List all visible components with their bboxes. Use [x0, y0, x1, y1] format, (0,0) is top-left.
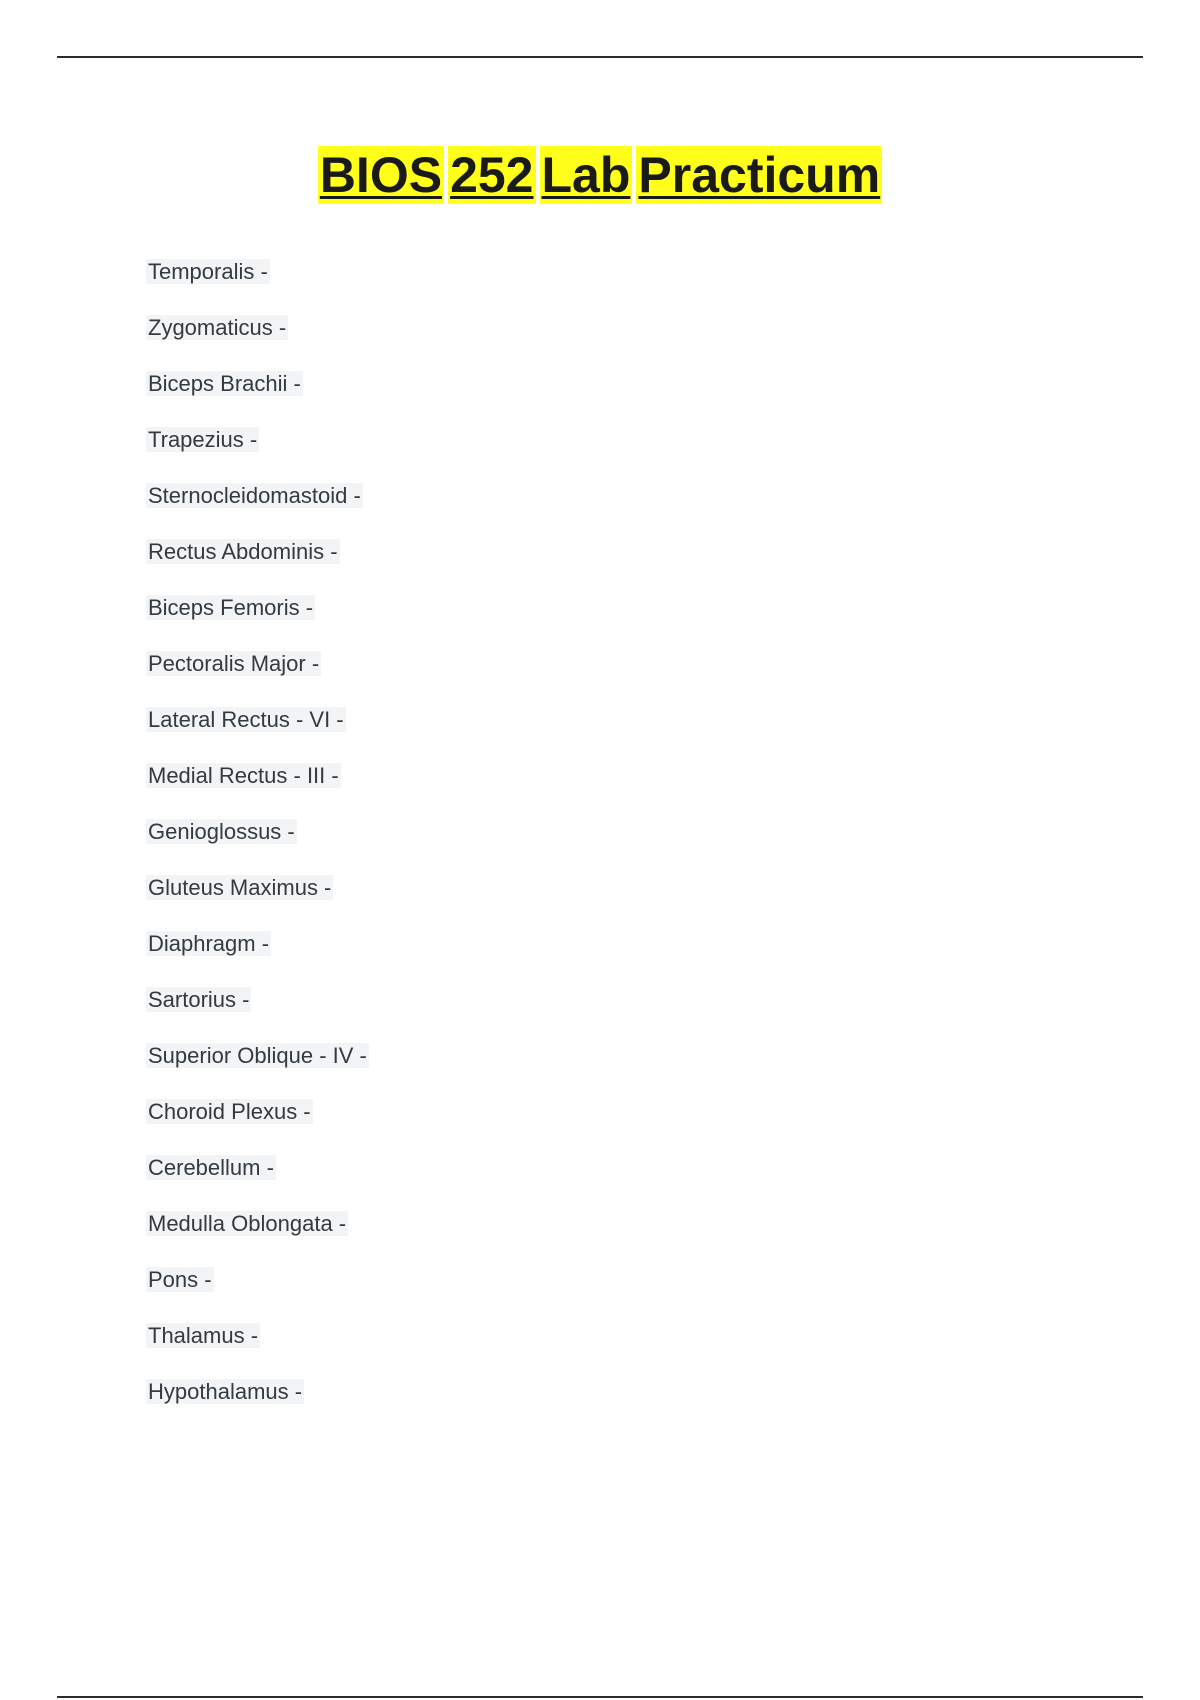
- term-label: Genioglossus -: [148, 819, 295, 844]
- list-item: [146, 706, 369, 734]
- term-label: Biceps Brachii -: [148, 371, 301, 396]
- term-label: Biceps Femoris -: [148, 595, 314, 620]
- list-item: [146, 1042, 369, 1070]
- title-word: Practicum: [638, 147, 881, 203]
- list-item: [146, 930, 369, 958]
- list-item: [146, 986, 369, 1014]
- list-item: [146, 426, 369, 454]
- list-item: [146, 1378, 369, 1406]
- header-rule: [57, 56, 1143, 58]
- term-label: Sternocleidomastoid -: [148, 483, 361, 508]
- term-label: Diaphragm -: [148, 931, 270, 956]
- term-label: Choroid Plexus -: [148, 1099, 311, 1124]
- list-item: [146, 1210, 369, 1238]
- term-label: Gluteus Maximus -: [148, 875, 332, 900]
- term-label: Superior Oblique - IV -: [148, 1043, 367, 1068]
- list-item: [146, 370, 369, 398]
- list-item: [146, 1098, 369, 1126]
- footer-rule: [57, 1696, 1143, 1698]
- term-label: Rectus Abdominis -: [148, 539, 338, 564]
- list-item: [146, 482, 369, 510]
- title-word: Lab: [541, 147, 631, 203]
- term-label: Trapezius -: [148, 427, 258, 452]
- term-label: Thalamus -: [148, 1323, 259, 1348]
- term-label: Pons -: [148, 1267, 212, 1292]
- term-label: Medial Rectus - III -: [148, 763, 339, 788]
- term-list: [146, 258, 369, 1434]
- term-label: Zygomaticus -: [148, 315, 287, 340]
- list-item: [146, 594, 369, 622]
- list-item: [146, 1266, 369, 1294]
- list-item: [146, 1322, 369, 1350]
- list-item: [146, 818, 369, 846]
- list-item: [146, 314, 369, 342]
- term-label: Pectoralis Major -: [148, 651, 320, 676]
- term-label: Temporalis -: [148, 259, 268, 284]
- title-word: 252: [450, 147, 534, 203]
- title-word: BIOS: [319, 147, 443, 203]
- term-label: Lateral Rectus - VI -: [148, 707, 344, 732]
- list-item: [146, 1154, 369, 1182]
- term-label: Medulla Oblongata -: [148, 1211, 347, 1236]
- term-label: Hypothalamus -: [148, 1379, 303, 1404]
- list-item: [146, 258, 369, 286]
- list-item: [146, 538, 369, 566]
- term-label: Sartorius -: [148, 987, 250, 1012]
- list-item: [146, 874, 369, 902]
- list-item: [146, 762, 369, 790]
- list-item: [146, 650, 369, 678]
- page-title: [0, 146, 1200, 204]
- term-label: Cerebellum -: [148, 1155, 274, 1180]
